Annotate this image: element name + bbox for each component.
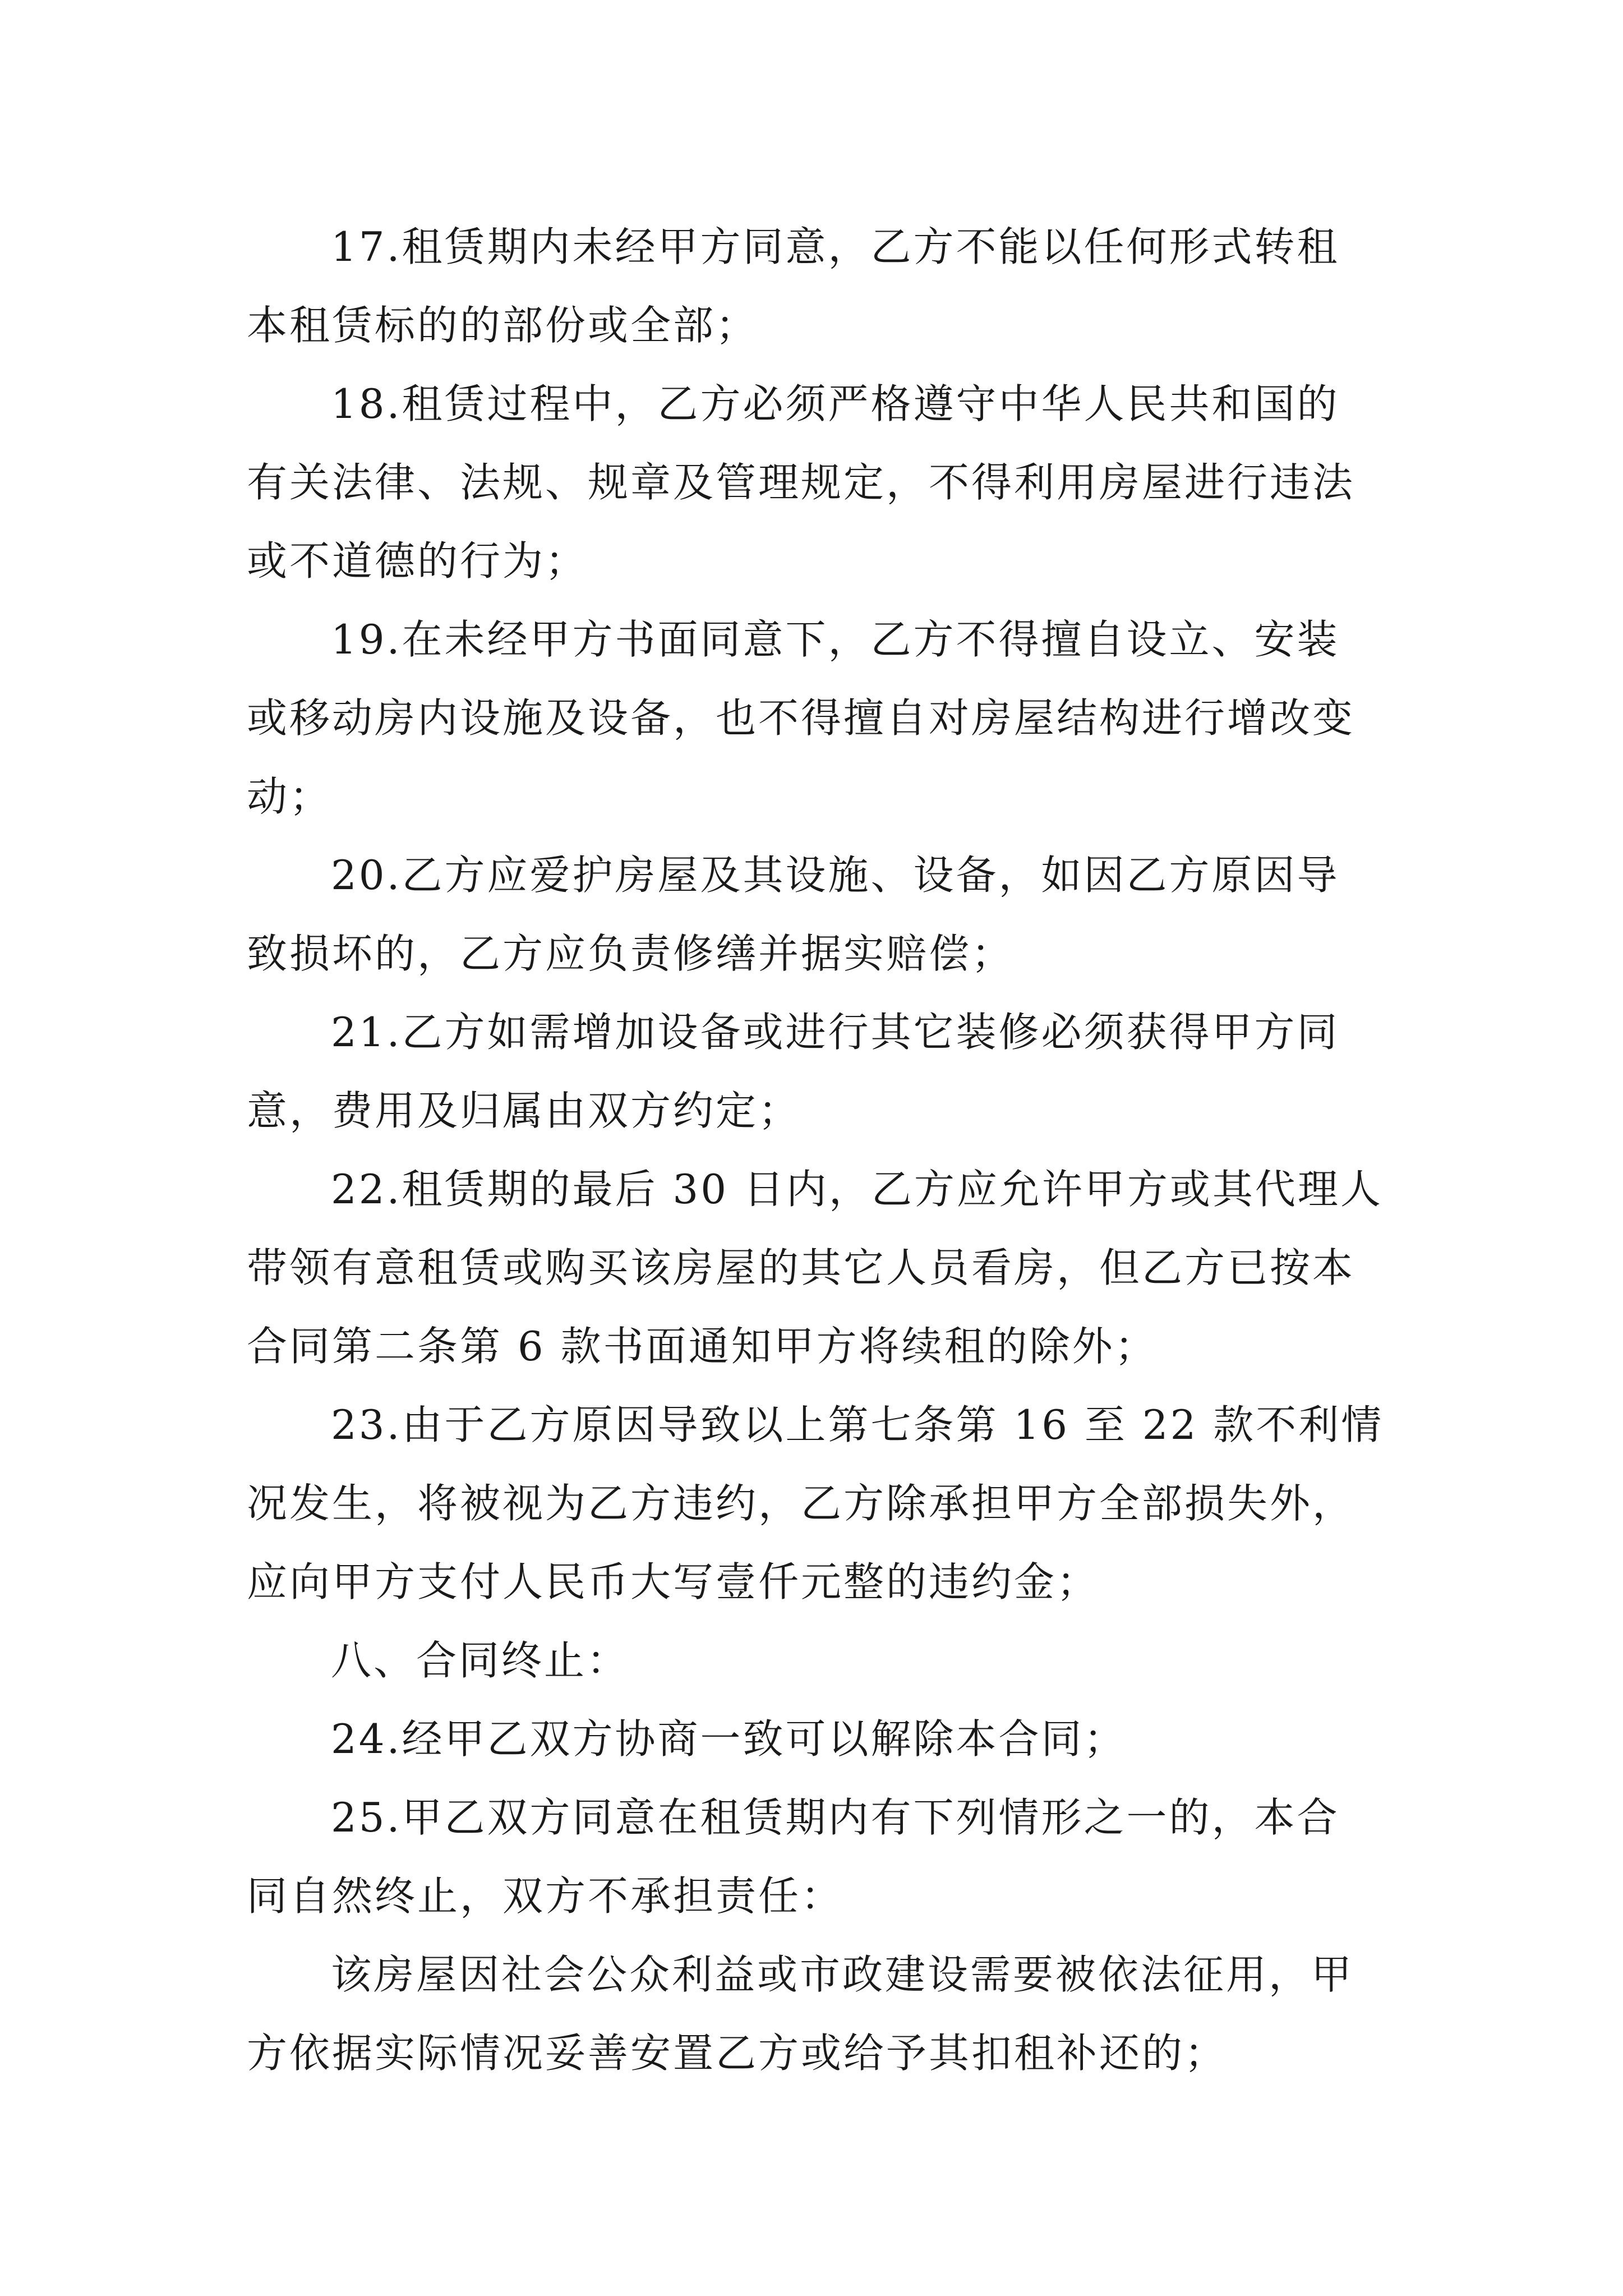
clause-21 xyxy=(247,993,1385,1150)
paragraph-line: 17.租赁期内未经甲方同意，乙方不能以任何形式转租 xyxy=(331,223,1340,270)
paragraph-line: 况发生，将被视为乙方违约，乙方除承担甲方全部损失外， xyxy=(247,1480,1355,1527)
clause-19 xyxy=(247,600,1385,836)
paragraph-line: 或移动房内设施及设备，也不得擅自对房屋结构进行增改变 xyxy=(247,694,1355,742)
paragraph-line: 合同第二条第 6 款书面通知甲方将续租的除外； xyxy=(247,1323,1158,1370)
section-heading-contract-termination xyxy=(247,1621,1385,1700)
clause-25 xyxy=(247,1778,1385,1935)
paragraph-line: 意，费用及归属由双方约定； xyxy=(247,1087,801,1134)
paragraph-line: 24.经甲乙双方协商一致可以解除本合同； xyxy=(331,1715,1127,1763)
document-body xyxy=(247,208,1385,2092)
paragraph-line: 带领有意租赁或购买该房屋的其它人员看房，但乙方已按本 xyxy=(247,1244,1355,1291)
paragraph-line: 致损坏的，乙方应负责修缮并据实赔偿； xyxy=(247,930,1015,977)
clause-22 xyxy=(247,1150,1385,1386)
clause-24 xyxy=(247,1700,1385,1778)
clause-23 xyxy=(247,1386,1385,1621)
paragraph-line: 22.租赁期的最后 30 日内，乙方应允许甲方或其代理人 xyxy=(331,1166,1383,1213)
paragraph-line: 同自然终止，双方不承担责任： xyxy=(247,1872,844,1920)
paragraph-line: 25.甲乙双方同意在租赁期内有下列情形之一的，本合 xyxy=(331,1794,1340,1841)
paragraph-line: 20.乙方应爱护房屋及其设施、设备，如因乙方原因导 xyxy=(331,852,1340,899)
clause-17 xyxy=(247,208,1385,365)
paragraph-line: 19.在未经甲方书面同意下，乙方不得擅自设立、安装 xyxy=(331,616,1340,663)
paragraph-line: 本租赁标的的部份或全部； xyxy=(247,302,759,349)
paragraph-line: 方依据实际情况妥善安置乙方或给予其扣租补还的； xyxy=(247,2030,1228,2077)
section-heading: 八、合同终止： xyxy=(331,1637,630,1684)
paragraph-line: 23.由于乙方原因导致以上第七条第 16 至 22 款不利情 xyxy=(331,1401,1384,1448)
clause-18 xyxy=(247,365,1385,600)
paragraph-line: 21.乙方如需增加设备或进行其它装修必须获得甲方同 xyxy=(331,1009,1340,1056)
paragraph-line: 有关法律、法规、规章及管理规定，不得利用房屋进行违法 xyxy=(247,459,1355,506)
clause-20 xyxy=(247,836,1385,993)
paragraph-line: 18.租赁过程中，乙方必须严格遵守中华人民共和国的 xyxy=(331,380,1340,427)
clause-25-case xyxy=(247,1935,1385,2092)
paragraph-line: 应向甲方支付人民币大写壹仟元整的违约金； xyxy=(247,1558,1100,1605)
paragraph-line: 动； xyxy=(247,773,333,820)
paragraph-line: 该房屋因社会公众利益或市政建设需要被依法征用，甲 xyxy=(331,1951,1354,1998)
paragraph-line: 或不道德的行为； xyxy=(247,537,588,585)
